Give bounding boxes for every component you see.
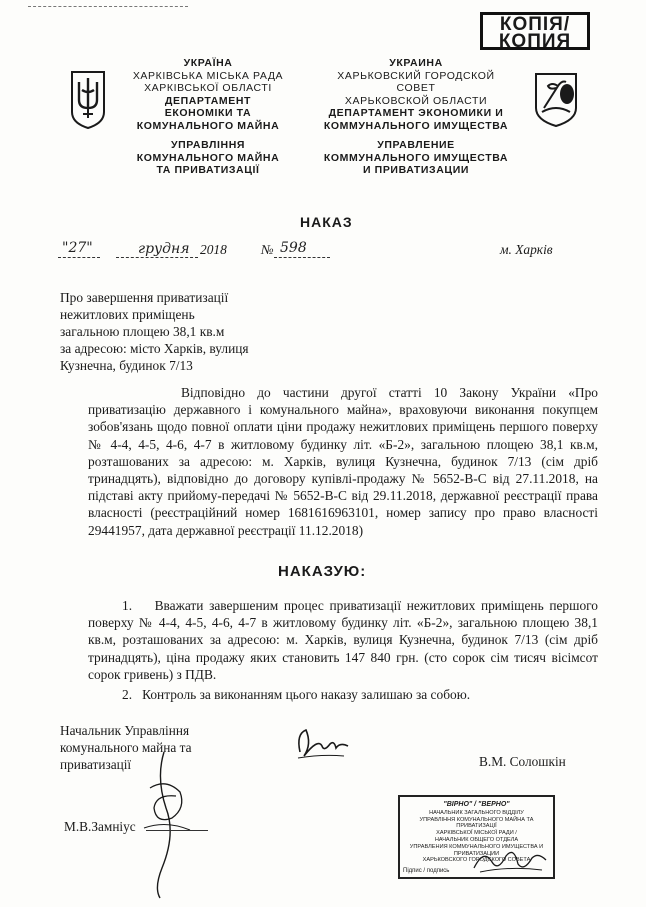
date-month: грудня xyxy=(138,241,190,257)
stamp-sign-label: Підпис / подпись xyxy=(403,868,450,875)
stamp-signature-icon xyxy=(470,842,550,883)
header-ukrainian xyxy=(112,57,304,177)
stamp-line-1: НАЧАЛЬНИК ЗАГАЛЬНОГО ВІДДІЛУ xyxy=(429,809,524,816)
header-ru-dept-1: ДЕПАРТАМЕНТ ЭКОНОМИКИ И xyxy=(328,107,504,119)
header-ru-admin-3: И ПРИВАТИЗАЦИИ xyxy=(363,164,469,176)
number-prefix: № xyxy=(261,242,274,257)
header-ua-country: УКРАЇНА xyxy=(183,57,233,69)
item-1-text: Вважати завершеним процес приватизації нежитлових приміщень першого поверху № 4-4, 4-5, 4-6, 4-7 в житловому будинку літ. «Б-2», загальною площею 38,1 кв.м, розташованих за адресою: м. Харків, вулиця Кузнечна, будинок 7/13 (сім дріб тринадцять), ціна продажу яких становить 147 840 грн. (сто сорок сім тисяч вісімсот сорок гривень) з ПДВ. xyxy=(88,598,598,682)
subject-line-4: за адресою: місто Харків, вулиця xyxy=(60,341,249,356)
number-underline xyxy=(274,257,330,258)
day-underline xyxy=(58,257,100,258)
header-ua-region: ХАРКІВСЬКОЇ ОБЛАСТІ xyxy=(144,82,272,94)
header-ua-council: ХАРКІВСЬКА МІСЬКА РАДА xyxy=(132,69,284,82)
header-ua-admin-2: КОМУНАЛЬНОГО МАЙНА xyxy=(136,151,280,164)
signatory-name: В.М. Солошкін xyxy=(479,754,566,769)
header-ru-region: ХАРЬКОВСКОЙ ОБЛАСТИ xyxy=(344,94,488,107)
order-item-1 xyxy=(88,597,598,683)
top-edge-line xyxy=(28,6,188,7)
header-ua-dept-1: ДЕПАРТАМЕНТ xyxy=(164,94,252,107)
header-ru-country: УКРАИНА xyxy=(389,57,443,69)
preamble-paragraph: Відповідно до частини другої статті 10 Закону України «Про приватизацію державного і комунального майна», враховуючи виконання покупцем зобов'язань щодо повної оплати ціни продажу нежитлових приміщень першого поверху № 4-4, 4-5, 4-6, 4-7 в житловому будинку літ. «Б-2», загальною площею 38,1 кв.м, розташованих за адресою: м. Харків, вулиця Кузнечна, будинок 7/13 (сім дріб тринадцять), відповідно до договору купівлі-продажу № 5652-В-С від 27.11.2018, на підставі акту прийому-передачі № 5652-В-С від 29.11.2018, державної реєстрації права власності (реєстраційний номер 1681616963101, номер запису про право власності 29441957, дата державної реєстрації 11.12.2018) xyxy=(88,385,598,538)
stamp-line-5: УПРАВЛЕНИЯ КОММУНАЛЬНОГО ИМУЩЕСТВА И ПРИВАТИЗАЦИИ xyxy=(409,843,544,857)
subject-line-2: нежитлових приміщень xyxy=(60,307,195,322)
stamp-line-3: ХАРКІВСЬКОЇ МІСЬКОЇ РАДИ / xyxy=(436,830,517,837)
stamp-line-2: УПРАВЛІННЯ КОМУНАЛЬНОГО МАЙНА ТА ПРИВАТИЗАЦІЇ xyxy=(419,816,534,830)
preparer-signature-icon xyxy=(136,748,198,907)
order-subject xyxy=(60,289,320,374)
header-ua-dept-3: КОМУНАЛЬНОГО МАЙНА xyxy=(136,119,280,132)
document-title: НАКАЗ xyxy=(300,214,353,230)
signatory-title-line-1: Начальник Управління xyxy=(60,723,190,738)
header-ua-admin-3: ТА ПРИВАТИЗАЦІЇ xyxy=(156,164,260,176)
stamp-line-6: ХАРЬКОВСКОГО ГОРОДСКОГО СОВЕТА xyxy=(422,857,531,864)
city: м. Харків xyxy=(500,242,553,257)
signatory-title-line-3: приватизації xyxy=(60,757,132,772)
header-ru-council-2: СОВЕТ xyxy=(396,82,436,94)
stamp-verified-title: "ВІРНО" / "ВЕРНО" xyxy=(443,801,510,808)
header-ru-admin-1: УПРАВЛЕНИЕ xyxy=(377,139,455,151)
signature-icon xyxy=(292,724,352,769)
ukraine-coat-of-arms-icon xyxy=(68,68,108,135)
date-year: 2018 xyxy=(200,242,227,257)
date-number-line xyxy=(58,236,638,266)
header-russian xyxy=(306,57,526,177)
subject-line-3: загальною площею 38,1 кв.м xyxy=(60,324,225,339)
header-ua-admin-1: УПРАВЛІННЯ xyxy=(170,139,246,151)
item-2-text: Контроль за виконанням цього наказу залишаю за собою. xyxy=(142,687,471,702)
order-heading: НАКАЗУЮ: xyxy=(278,563,367,580)
item-1-number: 1. xyxy=(122,598,133,613)
copy-stamp xyxy=(480,12,590,50)
stamp-line-4: НАЧАЛЬНИК ОБЩЕГО ОТДЕЛА xyxy=(434,836,519,843)
header-ru-dept-2: КОММУНАЛЬНОГО ИМУЩЕСТВА xyxy=(323,119,509,132)
copy-stamp-line-ru: КОПИЯ xyxy=(498,31,572,52)
header-ru-council-1: ХАРЬКОВСКИЙ ГОРОДСКОЙ xyxy=(337,69,495,82)
order-item-2 xyxy=(88,686,598,703)
preparer-signature-line xyxy=(146,830,208,831)
copy-stamp-line-ua: КОПІЯ/ xyxy=(499,14,571,35)
item-2-number: 2. xyxy=(122,687,133,702)
order-number: 598 xyxy=(280,240,307,256)
month-underline xyxy=(116,257,198,258)
header-ru-admin-2: КОММУНАЛЬНОГО ИМУЩЕСТВА xyxy=(323,151,509,164)
signatory-title-line-2: комунального майна та xyxy=(60,740,192,755)
subject-line-1: Про завершення приватизації xyxy=(60,290,229,305)
header-ua-dept-2: ЕКОНОМІКИ ТА xyxy=(164,107,252,119)
preparer-name: М.В.Замніус xyxy=(64,819,136,834)
date-day: "27" xyxy=(62,240,93,256)
kharkiv-coat-of-arms-icon xyxy=(532,68,580,133)
subject-line-5: Кузнечна, будинок 7/13 xyxy=(60,358,193,373)
